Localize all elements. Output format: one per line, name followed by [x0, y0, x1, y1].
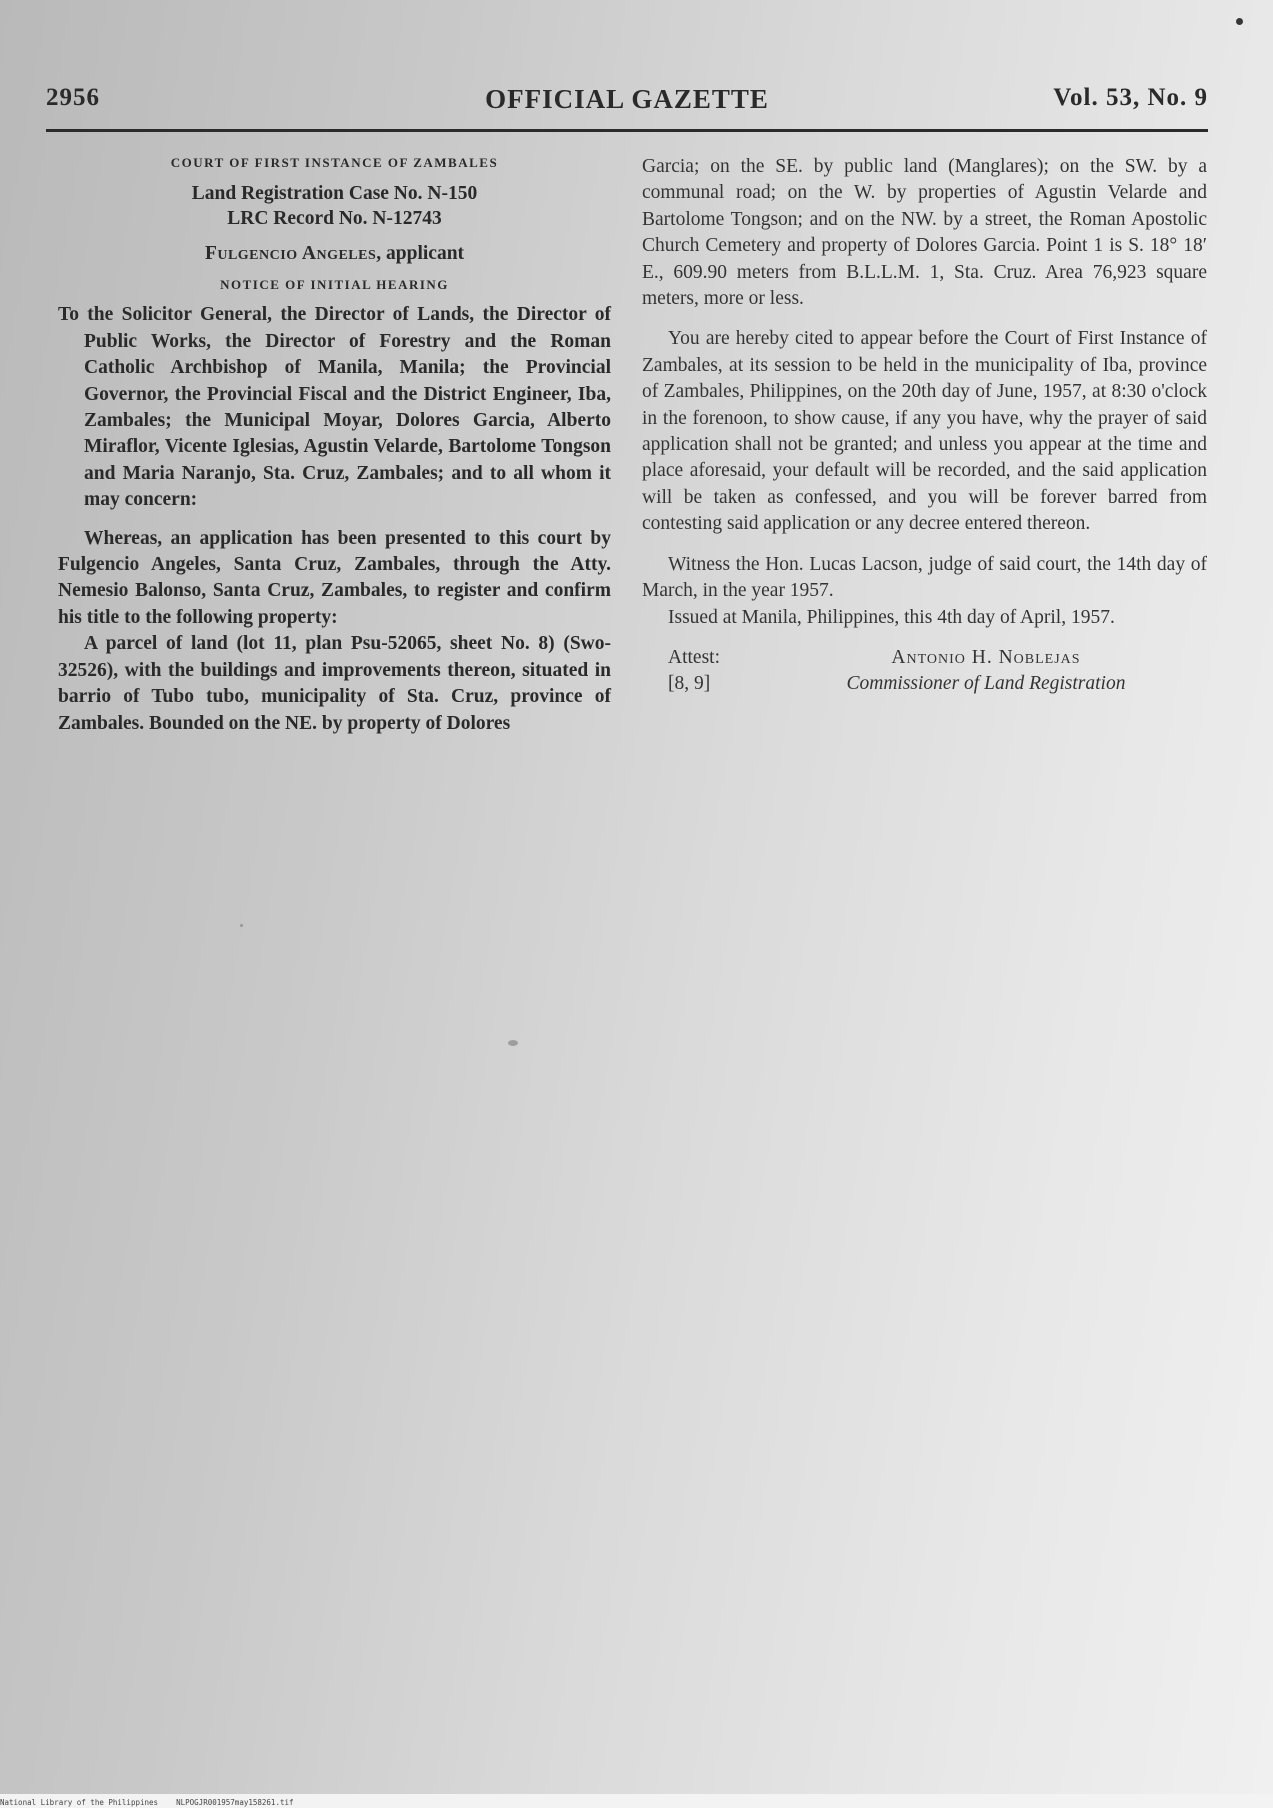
court-name: COURT OF FIRST INSTANCE OF ZAMBALES	[170, 155, 499, 170]
page-number: 2956	[46, 84, 100, 111]
attest-label: Attest:	[668, 646, 720, 668]
issue-info: Vol. 53, No. 9	[1053, 84, 1208, 111]
reference-row	[642, 671, 1207, 697]
scan-footer-text	[0, 1798, 294, 1807]
witness-paragraph: Witness the Hon. Lucas Lacson, judge of said court, the 14th day of March, in the year 1957.	[642, 553, 1207, 602]
whereas-paragraph: Whereas, an application has been presented to this court by Fulgencio Angeles, Santa Cruz, Zambales, through the Atty. Nemesio Balonso, Santa Cruz, Zambales, to register and confirm his title to the following property:	[58, 527, 611, 628]
applicant-suffix: , applicant	[376, 243, 465, 264]
journal-title: OFFICIAL GAZETTE	[485, 84, 769, 114]
citation-paragraph: You are hereby cited to appear before the Court of First Instance of Zambales, at its session to be held in the municipality of Iba, province of Zambales, Philippines, on the 20th day of June, 1957, at 8:30 o'clock in the forenoon, to show cause, if any you have, why the prayer of said application shall not be granted; and unless you appear at the time and place aforesaid, your default will be recorded, and the said application will be taken as confessed, and you will be forever barred from contesting said application or any decree entered thereon.	[642, 328, 1207, 535]
signatory-name: Antonio H. Noblejas	[891, 646, 1081, 668]
scan-speck	[1236, 18, 1243, 25]
applicant-line	[58, 241, 611, 267]
parcel-continuation: Garcia; on the SE. by public land (Manglares); on the SW. by a communal road; on the W. by properties of Agustin Velarde and Bartolome Tongson; and on the NW. by a street, the Roman Apostolic Church Cemetery and property of Dolores Garcia. Point 1 is S. 18° 18′ E., 609.90 meters from B.L.L.M. 1, Sta. Cruz. Area 76,923 square meters, more or less.	[642, 156, 1207, 310]
library-name: National Library of the Philippines	[0, 1798, 159, 1807]
scan-footer	[0, 1794, 1273, 1808]
addressee-paragraph: To the Solicitor General, the Director of Lands, the Director of Public Works, the Director of Forestry and the Roman Catholic Archbishop of Manila, Manila; the Provincial Governor, the Provincial Fiscal and the District Engineer, Iba, Zambales; the Municipal Moyar, Dolores Garcia, Alberto Miraflor, Vicente Iglesias, Agustin Velarde, Bartolome Tongson and Maria Naranjo, Sta. Cruz, Zambales; and to all whom it may concern:	[58, 304, 611, 511]
left-column	[58, 154, 611, 737]
right-column	[642, 154, 1207, 697]
lrc-record: LRC Record No. N-12743	[227, 208, 442, 229]
scan-speck	[240, 924, 243, 927]
issued-paragraph: Issued at Manila, Philippines, this 4th day of April, 1957.	[668, 606, 1115, 628]
issue-reference: [8, 9]	[668, 672, 711, 694]
scan-speck	[508, 1040, 518, 1046]
signatory-title: Commissioner of Land Registration	[846, 672, 1126, 694]
notice-title: NOTICE OF INITIAL HEARING	[220, 277, 449, 293]
case-number: Land Registration Case No. N-150	[191, 183, 478, 204]
applicant-name: Fulgencio Angeles	[204, 243, 377, 264]
parcel-paragraph: A parcel of land (lot 11, plan Psu-52065, sheet No. 8) (Swo-32526), with the buildings and improvements thereon, situated in barrio of Tubo tubo, municipality of Sta. Cruz, province of Zambales. Bounded on the NE. by property of Dolores	[58, 633, 611, 734]
attest-row	[642, 645, 1207, 671]
scan-filename: NLPOGJR001957may158261.tif	[176, 1798, 294, 1807]
header-rule	[46, 129, 1208, 132]
page-header	[46, 84, 1208, 118]
